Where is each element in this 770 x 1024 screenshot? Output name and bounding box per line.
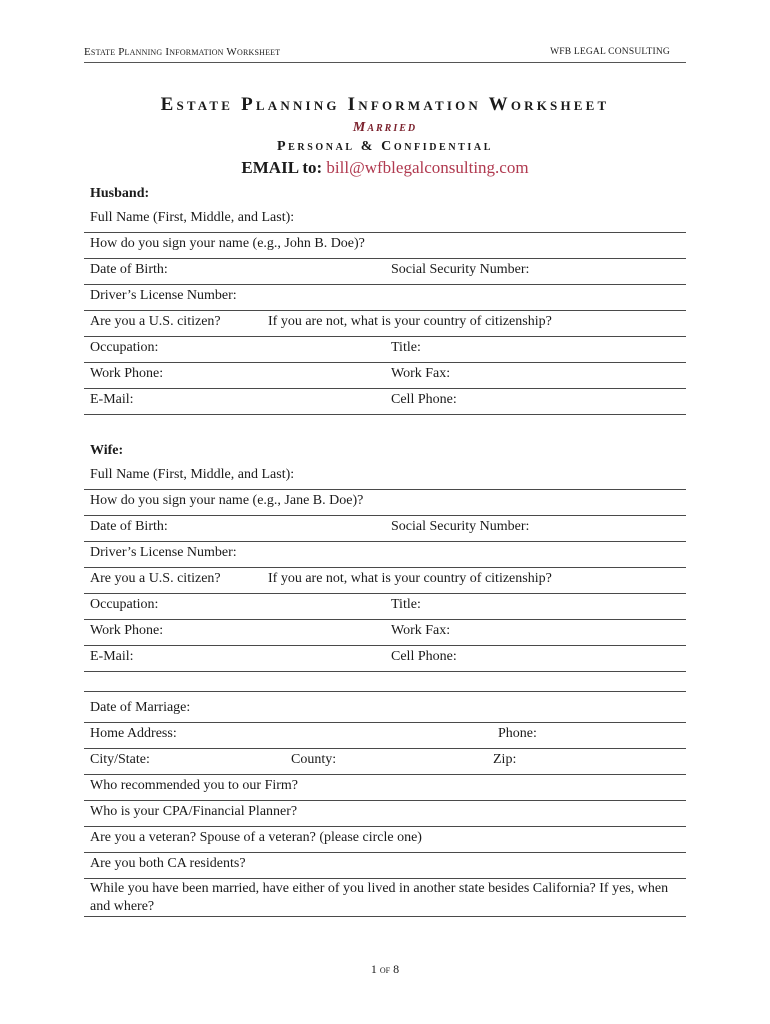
ca-residents-field[interactable] (84, 852, 686, 879)
husband-email-cell-row[interactable] (84, 388, 686, 415)
field-label: Are you a U.S. citizen? (90, 314, 221, 329)
field-label: How do you sign your name (e.g., John B. Doe)? (90, 236, 365, 251)
page-number: 1 of 8 (370, 962, 400, 976)
husband-section-label: Husband: (90, 186, 150, 201)
field-label: Title: (391, 597, 421, 612)
field-label: Work Fax: (391, 623, 451, 638)
confidential-subtitle: Personal & Confidential (276, 139, 494, 154)
husband-citizenship-row[interactable] (84, 310, 686, 337)
husband-full-name-field[interactable] (84, 206, 686, 233)
field-label: Are you a U.S. citizen? (90, 571, 221, 586)
field-label: If you are not, what is your country of citizenship? (268, 314, 552, 329)
field-label: If you are not, what is your country of citizenship? (268, 571, 552, 586)
field-label: How do you sign your name (e.g., Jane B. Doe)? (90, 493, 364, 508)
wife-email-cell-row[interactable] (84, 645, 686, 672)
section-divider (84, 691, 686, 692)
field-label: Occupation: (90, 340, 159, 355)
veteran-field[interactable] (84, 826, 686, 853)
field-label: Full Name (First, Middle, and Last): (90, 210, 295, 225)
field-label: Home Address: (90, 726, 177, 741)
wife-citizenship-row[interactable] (84, 567, 686, 594)
wife-occupation-row[interactable] (84, 593, 686, 620)
field-label: Date of Birth: (90, 262, 168, 277)
cpa-field[interactable] (84, 800, 686, 827)
field-label: Work Phone: (90, 366, 164, 381)
referral-field[interactable] (84, 774, 686, 801)
field-label: Driver’s License Number: (90, 288, 237, 303)
wife-dob-ssn-row[interactable] (84, 515, 686, 542)
husband-work-contact-row[interactable] (84, 362, 686, 389)
wife-signature-name-field[interactable] (84, 489, 686, 516)
field-label: Who is your CPA/Financial Planner? (90, 804, 298, 819)
other-state-field[interactable] (84, 878, 686, 917)
field-label: E-Mail: (90, 649, 134, 664)
field-label: Who recommended you to our Firm? (90, 778, 299, 793)
field-label: Title: (391, 340, 421, 355)
field-label: E-Mail: (90, 392, 134, 407)
email-label: EMAIL to: (241, 158, 323, 177)
wife-section-label: Wife: (90, 443, 124, 458)
field-label: Date of Birth: (90, 519, 168, 534)
running-header-title: Estate Planning Information Worksheet (84, 46, 281, 58)
field-label: Zip: (493, 752, 517, 767)
field-label: Are you both CA residents? (90, 856, 246, 871)
field-label: Occupation: (90, 597, 159, 612)
field-label: County: (291, 752, 337, 767)
field-label: Driver’s License Number: (90, 545, 237, 560)
field-label: Work Phone: (90, 623, 164, 638)
email-address-link[interactable]: bill@wfblegalconsulting.com (326, 158, 529, 177)
home-address-row[interactable] (84, 722, 686, 749)
field-label: Date of Marriage: (90, 700, 191, 715)
husband-dob-ssn-row[interactable] (84, 258, 686, 285)
field-label: Social Security Number: (391, 519, 530, 534)
field-label: Work Fax: (391, 366, 451, 381)
wife-license-field[interactable] (84, 541, 686, 568)
field-label: Cell Phone: (391, 392, 457, 407)
field-label: Cell Phone: (391, 649, 457, 664)
wife-full-name-field[interactable] (84, 463, 686, 490)
field-label: While you have been married, have either of you lived in another state besides California? If yes, when and where? (90, 881, 669, 914)
email-instruction (0, 158, 770, 178)
city-county-zip-row[interactable] (84, 748, 686, 775)
field-label: Phone: (498, 726, 537, 741)
field-label: Social Security Number: (391, 262, 530, 277)
document-title: Estate Planning Information Worksheet (160, 94, 610, 115)
wife-work-contact-row[interactable] (84, 619, 686, 646)
husband-signature-name-field[interactable] (84, 232, 686, 259)
marriage-date-field[interactable] (84, 696, 686, 723)
running-header (84, 46, 686, 63)
running-header-firm: WFB LEGAL CONSULTING (550, 47, 670, 57)
field-label: Full Name (First, Middle, and Last): (90, 467, 295, 482)
marital-status-subtitle: Married (352, 120, 418, 135)
field-label: City/State: (90, 752, 150, 767)
husband-license-field[interactable] (84, 284, 686, 311)
husband-occupation-row[interactable] (84, 336, 686, 363)
field-label: Are you a veteran? Spouse of a veteran? (please circle one) (90, 830, 422, 845)
